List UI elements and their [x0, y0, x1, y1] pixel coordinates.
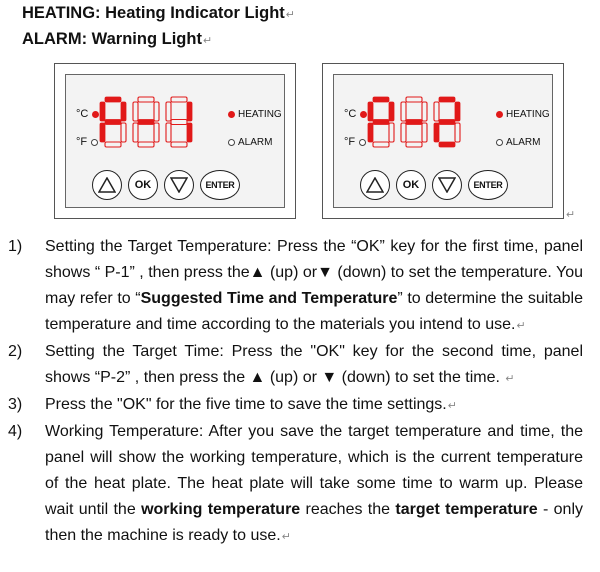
triangle-up-icon	[98, 177, 116, 193]
segment-f	[133, 102, 138, 121]
panel-keys	[92, 170, 262, 200]
segment-c	[389, 123, 394, 142]
control-panel-p2	[322, 63, 564, 219]
legend-alarm-text: Warning Light	[87, 30, 202, 48]
ok-button[interactable]: OK	[128, 170, 158, 200]
segment-e	[368, 123, 373, 142]
list-item	[0, 392, 600, 419]
celsius-indicator	[76, 108, 99, 120]
legend-alarm	[22, 30, 212, 49]
segment-b	[154, 102, 159, 121]
control-panel-p1	[54, 63, 296, 219]
segment-c	[455, 123, 460, 142]
segment-e	[434, 123, 439, 142]
segment-f	[100, 102, 105, 121]
down-button[interactable]	[164, 170, 194, 200]
list-item	[0, 339, 600, 392]
segment-c	[121, 123, 126, 142]
segment-c	[187, 123, 192, 142]
step-number: 2)	[8, 343, 23, 360]
celsius-indicator	[344, 108, 367, 120]
segment-g	[105, 120, 121, 125]
segment-b	[455, 102, 460, 121]
up-button[interactable]	[360, 170, 390, 200]
alarm-indicator	[228, 137, 272, 148]
step-text: ” to determine the suitable temperature and time according to the materials you intend to use.	[45, 290, 583, 333]
alarm-indicator	[496, 137, 540, 148]
segment-g	[373, 120, 389, 125]
step-text: - only then the machine is ready to use.	[45, 501, 584, 544]
panel-face	[65, 74, 285, 208]
heating-led-icon	[228, 111, 235, 118]
step-text-bold: target temperature	[395, 501, 538, 518]
legend-alarm-key: ALARM:	[22, 30, 88, 48]
segment-a	[171, 97, 187, 102]
segment-f	[368, 102, 373, 121]
heating-label: HEATING	[506, 109, 550, 120]
step-text: Setting the Target Time: Press the "OK" key for the second time, panel shows “P-2” , then press the ▲ (up) or ▼ (down) to set the time.	[45, 343, 583, 386]
heating-indicator	[228, 109, 282, 120]
segment-b	[389, 102, 394, 121]
legend-heating-text: Heating Indicator Light	[100, 4, 285, 22]
segment-a	[105, 97, 121, 102]
panel-face	[333, 74, 553, 208]
step-text: reaches the	[300, 501, 396, 518]
segment-d	[373, 142, 389, 147]
down-button[interactable]	[432, 170, 462, 200]
instruction-list	[0, 234, 600, 550]
alarm-led-icon	[496, 139, 503, 146]
segment-c	[154, 123, 159, 142]
legend-heating-key: HEATING:	[22, 4, 101, 22]
return-mark: ↵	[505, 373, 515, 385]
step-number: 4)	[8, 423, 23, 440]
segment-f	[434, 102, 439, 121]
step-text-bold: Suggested Time and Temperature	[140, 290, 398, 307]
triangle-down-icon	[438, 177, 456, 193]
legend-heating	[22, 4, 295, 23]
step-number: 3)	[8, 396, 23, 413]
segment-f	[401, 102, 406, 121]
seven-segment-display	[97, 94, 193, 155]
seven-segment-digits	[97, 94, 193, 150]
alarm-led-icon	[228, 139, 235, 146]
segment-g	[138, 120, 154, 125]
segment-e	[100, 123, 105, 142]
ok-button[interactable]: OK	[396, 170, 426, 200]
segment-a	[138, 97, 154, 102]
step-number: 1)	[8, 238, 23, 255]
list-item	[0, 234, 600, 339]
seven-segment-display	[365, 94, 461, 155]
segment-f	[166, 102, 171, 121]
return-mark: ↵	[516, 320, 526, 332]
segment-d	[406, 142, 422, 147]
panel-keys	[360, 170, 530, 200]
return-mark: ↵	[566, 209, 576, 221]
step-text-bold: working temperature	[141, 501, 301, 518]
segment-a	[406, 97, 422, 102]
alarm-label: ALARM	[506, 137, 541, 148]
triangle-up-icon	[366, 177, 384, 193]
fahrenheit-indicator	[344, 136, 366, 148]
step-text: Working Temperature: After you save the target temperature and time, the panel will show the working temperature, which is the current temperature of the heat plate. The heat plate will take some time to warm up. Please wait until the	[45, 423, 583, 518]
segment-b	[121, 102, 126, 121]
triangle-down-icon	[170, 177, 188, 193]
segment-e	[401, 123, 406, 142]
enter-button[interactable]: ENTER	[200, 170, 240, 200]
segment-d	[171, 142, 187, 147]
return-mark: ↵	[447, 400, 457, 412]
segment-d	[105, 142, 121, 147]
fahrenheit-indicator	[76, 136, 98, 148]
segment-b	[187, 102, 192, 121]
alarm-label: ALARM	[238, 137, 273, 148]
heating-indicator	[496, 109, 550, 120]
segment-c	[422, 123, 427, 142]
segment-d	[138, 142, 154, 147]
return-mark: ↵	[202, 35, 213, 47]
celsius-label: °C	[344, 108, 357, 120]
step-text: Setting the Target Temperature: Press the “OK” key for the first time, panel shows “ P-1” , then press the▲ (up) or▼ (down) to set the temperature. You may refer to “	[45, 238, 583, 307]
enter-button[interactable]: ENTER	[468, 170, 508, 200]
segment-g	[406, 120, 422, 125]
seven-segment-digits	[365, 94, 461, 150]
segment-b	[422, 102, 427, 121]
list-item	[0, 419, 600, 550]
return-mark: ↵	[285, 9, 295, 21]
fahrenheit-label: °F	[344, 136, 356, 148]
step-text: Press the "OK" for the five time to save the time settings.	[45, 396, 447, 413]
segment-g	[439, 120, 455, 125]
segment-a	[439, 97, 455, 102]
return-mark: ↵	[281, 531, 291, 543]
up-button[interactable]	[92, 170, 122, 200]
celsius-label: °C	[76, 108, 89, 120]
heating-label: HEATING	[238, 109, 282, 120]
segment-a	[373, 97, 389, 102]
segment-d	[439, 142, 455, 147]
segment-g	[171, 120, 187, 125]
heating-led-icon	[496, 111, 503, 118]
segment-e	[133, 123, 138, 142]
fahrenheit-label: °F	[76, 136, 88, 148]
segment-e	[166, 123, 171, 142]
